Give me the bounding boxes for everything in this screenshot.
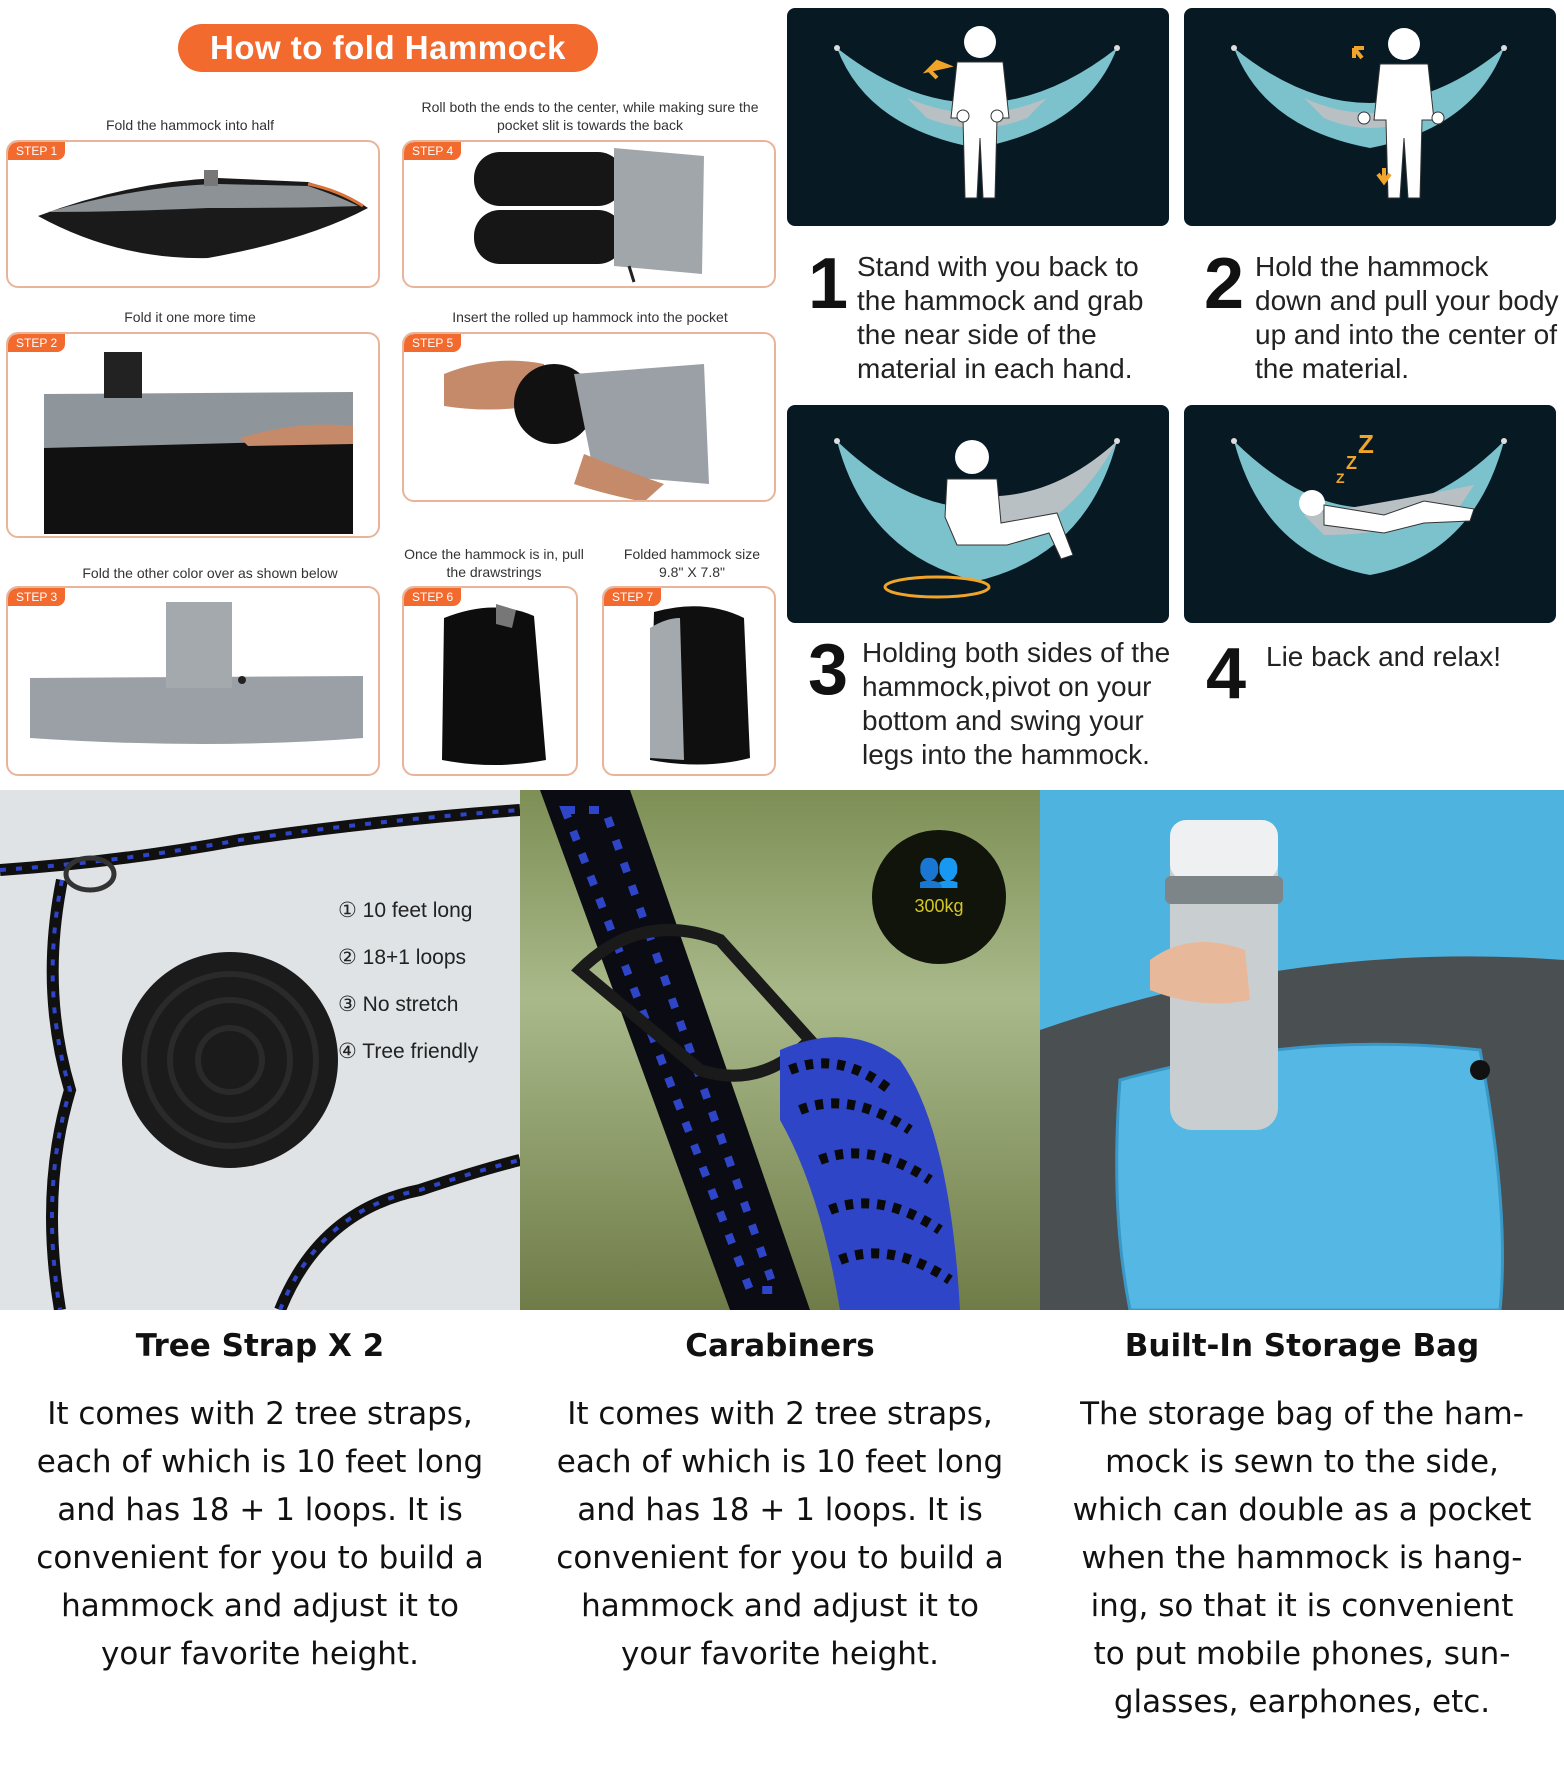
strap-feature-3-text: No stretch: [362, 993, 459, 1016]
instruction-1-text: Stand with you back to the hammock and grab the near side of the material in each hand.: [857, 251, 1144, 384]
instruction-panel-3: [787, 405, 1169, 623]
step-3-tag: STEP 3: [8, 588, 65, 606]
step-3-caption: Fold the other color over as shown below: [82, 565, 338, 581]
feature-3-line: when the hammock is hang-: [1081, 1540, 1523, 1576]
fold-color-image: [8, 588, 380, 776]
feature-3-line: which can double as a pocket: [1072, 1492, 1532, 1528]
feature-2-line: and has 18 + 1 loops. It is: [577, 1492, 983, 1528]
instruction-panel-4: [1184, 405, 1556, 623]
feature-2-line: hammock and adjust it to: [581, 1588, 979, 1624]
feature-1-title: Tree Strap X 2: [135, 1328, 385, 1364]
load-capacity-badge: [872, 830, 1006, 964]
drawstring-image: [404, 588, 578, 776]
pull-up-figure: [1184, 8, 1556, 226]
feature-3-line: ing, so that it is convenient: [1090, 1588, 1514, 1624]
instruction-3-number: 3: [808, 630, 849, 710]
feature-3-line: mock is sewn to the side,: [1105, 1444, 1499, 1480]
feature-3-line: to put mobile phones, sun-: [1093, 1636, 1511, 1672]
strap-feature-2: [338, 945, 478, 992]
step-1-tag: STEP 1: [8, 142, 65, 160]
step-1-caption: Fold the hammock into half: [105, 117, 275, 133]
instruction-panel-2: [1184, 8, 1556, 226]
fold-guide-title: How to fold Hammock: [178, 24, 598, 72]
feature-2-description: [520, 1390, 1040, 1678]
feature-2-line: It comes with 2 tree straps,: [567, 1396, 993, 1432]
step-6-caption: Once the hammock is in, pull the drawstrings: [404, 546, 584, 580]
strap-feature-1-num: ①: [338, 899, 357, 922]
storage-bag-photo: [1040, 790, 1564, 1310]
instruction-4-number: 4: [1206, 634, 1247, 714]
step-2-tag: STEP 2: [8, 334, 65, 352]
sleep-z-medium: Z: [1346, 453, 1357, 473]
strap-feature-1-text: 10 feet long: [362, 899, 473, 922]
strap-feature-2-num: ②: [338, 946, 357, 969]
feature-3-line: glasses, earphones, etc.: [1113, 1684, 1491, 1720]
step-6-tag: STEP 6: [404, 588, 461, 606]
feature-3-line: The storage bag of the ham-: [1080, 1396, 1524, 1432]
feature-3-description: [1040, 1390, 1564, 1726]
people-icon: 👥: [917, 851, 961, 889]
fold-again-image: [8, 334, 380, 538]
instruction-panel-1: [787, 8, 1169, 226]
step-2-box: [6, 332, 380, 538]
step-6-box: [402, 586, 578, 776]
feature-1-description: [0, 1390, 520, 1678]
step-7-box: [602, 586, 776, 776]
strap-feature-4-text: Tree friendly: [362, 1040, 479, 1063]
strap-feature-4-num: ④: [338, 1040, 357, 1063]
fold-guide: [0, 0, 780, 785]
step-5-caption: Insert the rolled up hammock into the pocket: [452, 309, 728, 325]
storage-bag-illustration: [1040, 790, 1564, 1310]
instruction-1-number: 1: [808, 244, 849, 324]
strap-feature-3: [338, 992, 478, 1039]
feature-1-line: your favorite height.: [101, 1636, 419, 1672]
feature-3-title: Built-In Storage Bag: [1124, 1328, 1480, 1364]
lie-back-figure: [1184, 405, 1556, 623]
step-3-box: [6, 586, 380, 776]
feature-1-line: It comes with 2 tree straps,: [47, 1396, 473, 1432]
feature-2-line: your favorite height.: [621, 1636, 939, 1672]
feature-1-line: and has 18 + 1 loops. It is: [57, 1492, 463, 1528]
step-2-caption: Fold it one more time: [124, 309, 256, 325]
step-7-caption: Folded hammock size 9.8" X 7.8": [623, 546, 761, 580]
strap-feature-list: [338, 898, 478, 1086]
step-4-caption: Roll both the ends to the center, while making sure the pocket slit is towards the back: [421, 99, 759, 133]
load-capacity-value: 300kg: [914, 896, 964, 916]
step-5-tag: STEP 5: [404, 334, 461, 352]
folded-bag-image: [604, 588, 776, 776]
feature-2-line: each of which is 10 feet long: [556, 1444, 1004, 1480]
sleep-z-small: Z: [1336, 470, 1345, 486]
feature-1-line: hammock and adjust it to: [61, 1588, 459, 1624]
strap-feature-2-text: 18+1 loops: [362, 946, 467, 969]
roll-ends-image: [404, 142, 776, 288]
strap-feature-3-num: ③: [338, 993, 357, 1016]
step-4-tag: STEP 4: [404, 142, 461, 160]
strap-feature-1: [338, 898, 478, 945]
feature-2-line: convenient for you to build a: [556, 1540, 1004, 1576]
strap-feature-4: [338, 1039, 478, 1086]
instruction-2-text: Hold the hammock down and pull your body up and into the center of the material.: [1255, 251, 1559, 384]
instruction-4-text: Lie back and relax!: [1266, 641, 1502, 672]
step-7-tag: STEP 7: [604, 588, 661, 606]
insert-pocket-image: [404, 334, 776, 502]
stand-back-figure: [787, 8, 1169, 226]
pivot-figure: [787, 405, 1169, 623]
step-1-box: [6, 140, 380, 288]
sleep-z-large: Z: [1358, 429, 1374, 459]
step-5-box: [402, 332, 776, 502]
folded-half-image: [8, 142, 380, 288]
step-4-box: [402, 140, 776, 288]
tree-strap-photo: [0, 790, 520, 1310]
instruction-3-text: Holding both sides of the hammock,pivot on your bottom and swing your legs into the hammock.: [862, 637, 1171, 770]
feature-1-line: convenient for you to build a: [36, 1540, 484, 1576]
feature-1-line: each of which is 10 feet long: [36, 1444, 484, 1480]
carabiner-photo: [520, 790, 1040, 1310]
instruction-2-number: 2: [1204, 244, 1245, 324]
feature-2-title: Carabiners: [685, 1328, 875, 1364]
